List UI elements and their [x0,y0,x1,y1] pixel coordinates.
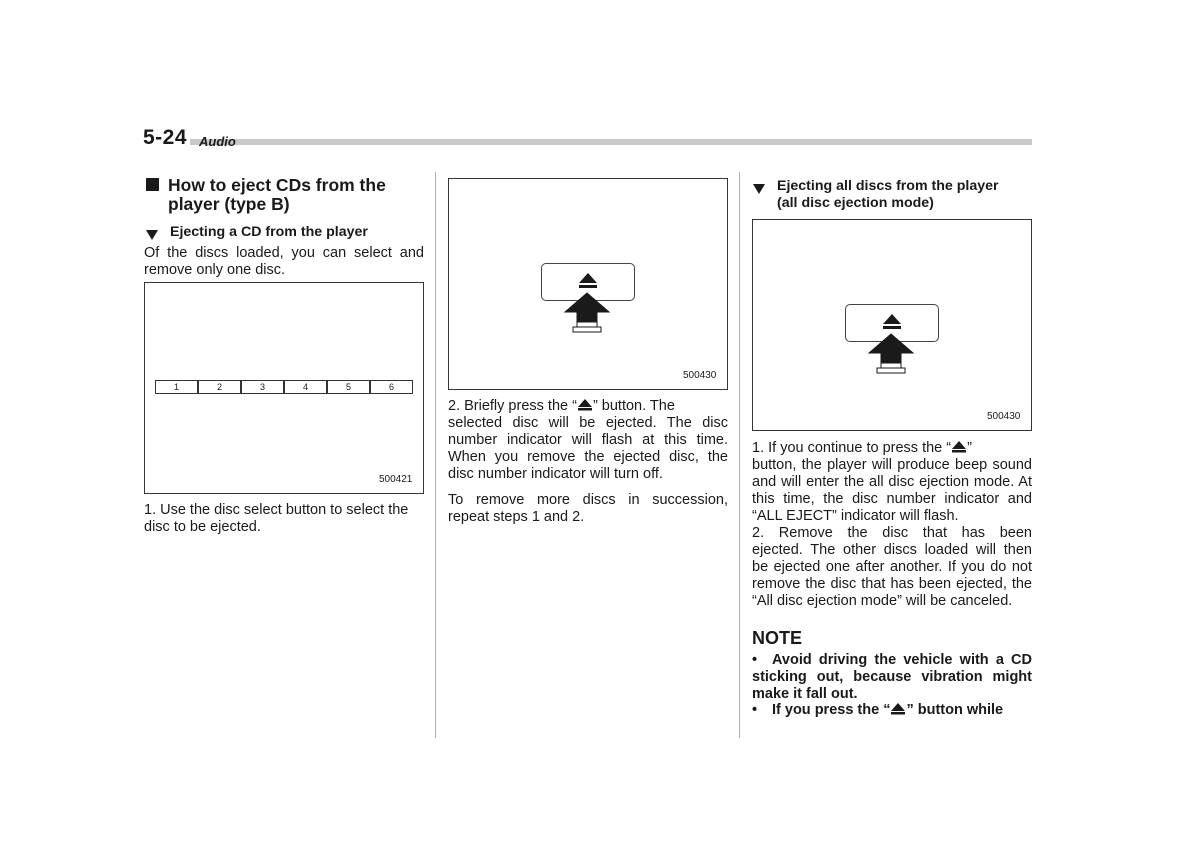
all-step-1-line-2: button, the player will produce beep sound [752,457,1032,473]
press-arrow-icon [563,292,611,334]
note-1-line-1: Avoid driving the vehicle with a CD [772,652,1032,668]
section-name: Audio [199,134,236,149]
all-step-1-line-5: “ALL EJECT” indicator will flash. [752,508,959,524]
subheading-eject-all-line-2: (all disc ejection mode) [777,195,934,211]
section-title-line-2: player (type B) [168,194,290,214]
all-step-2-line-1: 2. Remove the disc that has been [752,525,1032,541]
step-2-line-1 [448,398,728,415]
all-step-2-line-4: remove the disc that has been ejected, the [752,576,1032,592]
figure-eject-all [752,219,1032,431]
bullet-dot: • [752,702,758,718]
eject-icon [577,399,593,411]
eject-icon [890,703,906,715]
more-discs-line-1: To remove more discs in succession, [448,492,728,508]
bullet-dot: • [752,652,758,668]
disc-button-4: 4 [284,380,327,394]
figure-eject-button [448,178,728,390]
intro-line-1: Of the discs loaded, you can select and [144,245,424,261]
all-step-1-line-1 [752,440,1032,457]
subheading-eject-one: Ejecting a CD from the player [170,224,368,240]
page-number: 5-24 [143,126,188,149]
all-step-2-line-2: ejected. The other discs loaded will then [752,542,1032,558]
step-2-line-3: number indicator will flash at this time. [448,432,728,448]
step-2-line-5: disc number indicator will turn off. [448,466,663,482]
down-triangle-icon [753,181,765,199]
all-step-1-text-post: ” [967,440,972,456]
figure-disc-select [144,282,424,494]
disc-button-2: 2 [198,380,241,394]
all-step-1-text-pre: 1. If you continue to press the “ [752,440,952,456]
disc-button-1: 1 [155,380,198,394]
section-title-line-1: How to eject CDs from the [168,175,386,195]
eject-icon [578,272,598,290]
step-2-line-2: selected disc will be ejected. The disc [448,415,728,431]
header-rule [190,139,1032,145]
figure-code: 500430 [683,370,717,381]
disc-button-row [155,380,413,394]
all-step-2-line-3: be ejected one after another. If you do not [752,559,1032,575]
note-2-text-pre: If you press the “ [772,702,891,718]
eject-icon [882,313,902,331]
column-divider-1 [435,172,436,738]
all-step-2-line-5: “All disc ejection mode” will be canceled. [752,593,1013,609]
note-1-line-2: sticking out, because vibration might [752,669,1032,685]
filled-square-icon [146,178,159,191]
intro-line-2: remove only one disc. [144,262,286,278]
step-1-line-2: disc to be ejected. [144,519,261,535]
step-2-text-post: ” button. The [592,398,675,414]
note-1-line-3: make it fall out. [752,686,858,702]
column-divider-2 [739,172,740,738]
disc-button-3: 3 [241,380,284,394]
disc-button-5: 5 [327,380,370,394]
disc-button-6: 6 [370,380,413,394]
figure-code: 500421 [379,474,413,485]
step-1-line-1: 1. Use the disc select button to select the [144,502,409,518]
press-arrow-icon [867,333,915,375]
eject-icon [951,441,967,453]
note-heading: NOTE [752,628,803,648]
all-step-1-line-4: this time, the disc number indicator and [752,491,1032,507]
down-triangle-icon [146,227,158,245]
step-2-line-4: When you remove the ejected disc, the [448,449,728,465]
all-step-1-line-3: and will enter the all disc ejection mode. At [752,474,1032,490]
subheading-eject-all-line-1: Ejecting all discs from the player [777,178,999,194]
step-2-text-pre: 2. Briefly press the “ [448,398,577,414]
more-discs-line-2: repeat steps 1 and 2. [448,509,585,525]
note-2-text-post: ” button while [906,702,1004,718]
figure-code: 500430 [987,411,1021,422]
note-2-line-1 [772,702,1032,719]
